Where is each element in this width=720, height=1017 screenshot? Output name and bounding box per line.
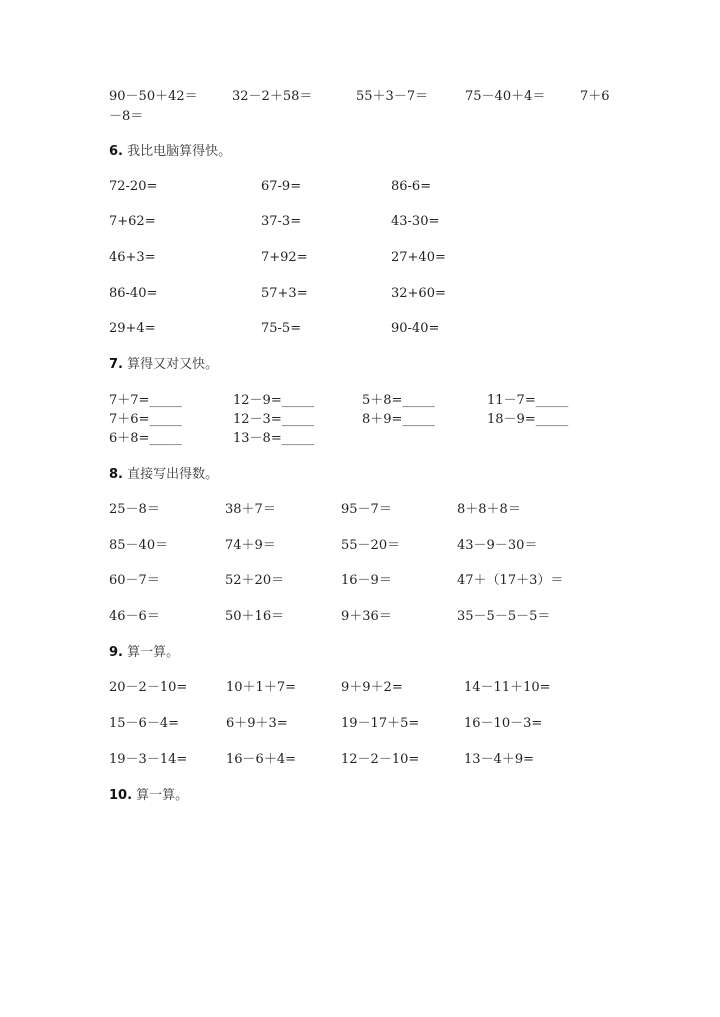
problem: 27+40= [391,250,446,265]
problem: 7+92= [261,250,308,265]
problem: 11－7=_____ [487,393,569,408]
problem: 9＋9＋2= [341,680,403,695]
problem: 75－40＋4＝ [465,89,546,104]
problem: 9＋36＝ [341,609,392,624]
problem: 43－9－30＝ [457,538,538,553]
problem: 18－9=_____ [487,412,569,427]
problem: 19－3－14= [109,752,188,767]
problem: 90-40= [391,321,440,336]
section-number: 6. [109,144,123,159]
problem: 19－17＋5= [341,716,420,731]
problem: 67-9= [261,179,302,194]
problem: 85－40＝ [109,538,169,553]
section-number: 8. [109,467,123,482]
section-heading [109,788,188,804]
section-title: 算一算。 [136,788,189,803]
problem: 12－3=_____ [233,412,315,427]
problem: 43-30= [391,214,440,229]
problem: 6＋9＋3= [226,716,288,731]
problem: 74＋9＝ [225,538,276,553]
problem: 8＋8＋8＝ [457,502,521,517]
problem: 50＋16＝ [225,609,285,624]
problem: 52＋20＝ [225,573,285,588]
section-heading [109,357,218,373]
problem: 10＋1＋7= [226,680,296,695]
problem: 60－7＝ [109,573,160,588]
section-title: 直接写出得数。 [127,467,219,482]
problem: 32－2＋58＝ [232,89,313,104]
problem: 7＋6 [580,89,610,104]
problem: 12－2－10= [341,752,420,767]
problem: 95－7＝ [341,502,392,517]
problem: 37-3= [261,214,302,229]
problem: 72-20= [109,179,158,194]
problem: 5＋8=_____ [362,393,435,408]
problem: 7＋6=_____ [109,412,182,427]
problem: 13－4＋9= [464,752,534,767]
problem: 47＋（17＋3）＝ [457,573,564,588]
problem: 16－6＋4= [226,752,296,767]
problem: 16－9＝ [341,573,392,588]
problem: 6＋8=_____ [109,431,182,446]
problem: 7+62= [109,214,156,229]
section-number: 10. [109,788,133,803]
section-number: 9. [109,645,123,660]
problem: 86-6= [391,179,432,194]
problem: 55＋3－7＝ [356,89,429,104]
section-title: 算得又对又快。 [127,357,219,372]
section-number: 7. [109,357,123,372]
problem: 75-5= [261,321,302,336]
section-heading [109,467,218,483]
section-heading [109,645,179,661]
problem: 38＋7＝ [225,502,276,517]
problem: 35－5－5－5＝ [457,609,551,624]
problem-wrap: －8＝ [109,109,144,124]
problem: 12－9=_____ [233,393,315,408]
section-title: 我比电脑算得快。 [127,144,232,159]
problem: 13－8=_____ [233,431,315,446]
problem: 15－6－4= [109,716,179,731]
problem: 46－6＝ [109,609,160,624]
problem: 8＋9=_____ [362,412,435,427]
problem: 90－50＋42＝ [109,89,198,104]
problem: 86-40= [109,286,158,301]
problem: 7＋7=_____ [109,393,182,408]
problem: 57+3= [261,286,308,301]
problem: 32+60= [391,286,446,301]
section-heading [109,144,231,160]
problem: 25－8＝ [109,502,160,517]
problem: 29+4= [109,321,156,336]
problem: 20－2－10= [109,680,188,695]
problem: 46+3= [109,250,156,265]
section-title: 算一算。 [127,645,180,660]
problem: 14－11＋10= [464,680,551,695]
problem: 16－10－3= [464,716,543,731]
problem: 55－20＝ [341,538,401,553]
